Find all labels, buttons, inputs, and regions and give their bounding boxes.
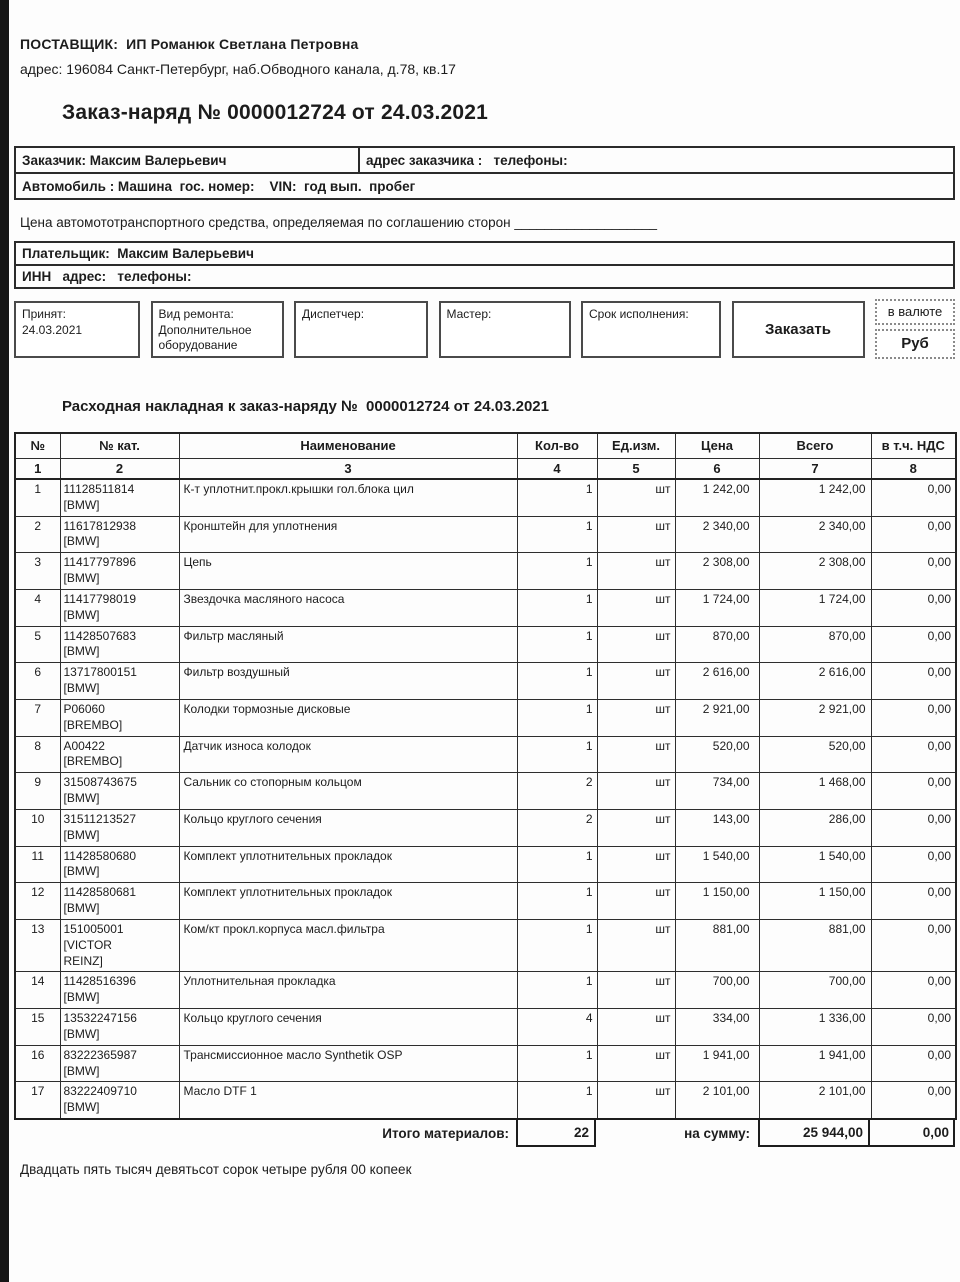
payer-table [14,241,955,289]
item-name-cell: Уплотнительная прокладка [179,972,517,1009]
price-cell: 700,00 [675,972,759,1009]
item-name-cell: Трансмиссионное масло Synthetik OSP [179,1045,517,1082]
table-row [15,1045,956,1082]
unit-cell: шт [597,773,675,810]
vehicle-cell: Автомобиль : Машина гос. номер: VIN: год вып. пробег [22,179,416,194]
item-name-cell: Фильтр масляный [179,626,517,663]
price-cell: 881,00 [675,919,759,971]
item-name-cell: Комплект уплотнительных прокладок [179,883,517,920]
vat-cell: 0,00 [871,479,956,516]
unit-cell: шт [597,972,675,1009]
vat-cell: 0,00 [871,736,956,773]
catalog-number-cell: 11428580681 [BMW] [60,883,179,920]
col-header-qty: Кол-во [517,433,597,458]
col-num-1: 1 [15,458,60,479]
payer-name-cell: Плательщик: Максим Валерьевич [22,246,254,261]
row-number-cell: 5 [15,626,60,663]
row-number-cell: 17 [15,1082,60,1119]
table-row [15,972,956,1009]
catalog-number-cell: 11128511814 [BMW] [60,479,179,516]
col-header-name: Наименование [179,433,517,458]
row-number-cell: 2 [15,516,60,553]
total-cell: 881,00 [759,919,871,971]
unit-cell: шт [597,553,675,590]
currency-label-box: в валюте [875,299,955,325]
unit-cell: шт [597,1009,675,1046]
total-cell: 1 724,00 [759,589,871,626]
total-cell: 700,00 [759,972,871,1009]
col-num-3: 3 [179,458,517,479]
supplier-name: ИП Романюк Светлана Петровна [126,36,359,52]
column-numbers-row [15,458,956,479]
table-row [15,773,956,810]
col-num-6: 6 [675,458,759,479]
catalog-number-cell: 11617812938 [BMW] [60,516,179,553]
supplier-block [20,36,955,77]
invoice-heading: Расходная накладная к заказ-наряду № 0000012724 от 24.03.2021 [62,398,549,415]
col-header-total: Всего [759,433,871,458]
item-name-cell: Датчик износа колодок [179,736,517,773]
row-number-cell: 7 [15,699,60,736]
accepted-value: 24.03.2021 [22,322,83,337]
qty-cell: 1 [517,516,597,553]
row-number-cell: 16 [15,1045,60,1082]
vat-cell: 0,00 [871,516,956,553]
item-name-cell: Фильтр воздушный [179,663,517,700]
vat-cell: 0,00 [871,699,956,736]
price-cell: 870,00 [675,626,759,663]
row-number-cell: 8 [15,736,60,773]
row-number-cell: 3 [15,553,60,590]
repair-type-value: Дополнительное оборудование [158,322,255,353]
item-name-cell: К-т уплотнит.прокл.крышки гол.блока цил [179,479,517,516]
price-cell: 2 616,00 [675,663,759,700]
repair-type-label: Вид ремонта: [158,307,234,321]
totals-label: Итого материалов: [382,1125,509,1141]
col-header-vat: в т.ч. НДС [871,433,956,458]
price-cell: 520,00 [675,736,759,773]
due-date-label: Срок исполнения: [589,307,689,321]
unit-cell: шт [597,809,675,846]
table-row [15,699,956,736]
catalog-number-cell: A00422 [BREMBO] [60,736,179,773]
total-cell: 1 150,00 [759,883,871,920]
supplier-label: ПОСТАВЩИК: [20,36,119,52]
unit-cell: шт [597,883,675,920]
table-row [15,663,956,700]
total-cell: 1 336,00 [759,1009,871,1046]
unit-cell: шт [597,1045,675,1082]
table-row [15,553,956,590]
col-num-5: 5 [597,458,675,479]
item-name-cell: Цепь [179,553,517,590]
total-cell: 870,00 [759,626,871,663]
vat-cell: 0,00 [871,809,956,846]
parts-table [14,432,957,1120]
unit-cell: шт [597,699,675,736]
price-agreement-line: Цена автомототранспортного средства, определяемая по соглашению сторон ___________________ [20,215,658,230]
qty-cell: 1 [517,699,597,736]
qty-cell: 1 [517,1045,597,1082]
qty-cell: 1 [517,883,597,920]
parts-table-body [15,479,956,1119]
item-name-cell: Кронштейн для уплотнения [179,516,517,553]
unit-cell: шт [597,736,675,773]
total-cell: 2 101,00 [759,1082,871,1119]
item-name-cell: Колодки тормозные дисковые [179,699,517,736]
unit-cell: шт [597,589,675,626]
row-number-cell: 11 [15,846,60,883]
qty-cell: 1 [517,663,597,700]
qty-cell: 1 [517,626,597,663]
col-num-4: 4 [517,458,597,479]
price-cell: 2 308,00 [675,553,759,590]
row-number-cell: 15 [15,1009,60,1046]
total-cell: 2 340,00 [759,516,871,553]
table-row [15,809,956,846]
unit-cell: шт [597,663,675,700]
repair-type-box [151,301,284,358]
col-num-8: 8 [871,458,956,479]
qty-cell: 1 [517,479,597,516]
supplier-address: адрес: 196084 Санкт-Петербург, наб.Обводного канала, д.78, кв.17 [20,61,456,77]
row-number-cell: 13 [15,919,60,971]
catalog-number-cell: 31511213527 [BMW] [60,809,179,846]
catalog-number-cell: 13717800151 [BMW] [60,663,179,700]
catalog-number-cell: 151005001 [VICTOR REINZ] [60,919,179,971]
vat-cell: 0,00 [871,626,956,663]
accepted-label: Принят: [22,307,66,321]
catalog-number-cell: 11428580680 [BMW] [60,846,179,883]
totals-sum: 25 944,00 [758,1120,870,1147]
col-header-number: № [15,433,60,458]
qty-cell: 2 [517,773,597,810]
table-row [15,516,956,553]
table-row [15,626,956,663]
price-cell: 2 101,00 [675,1082,759,1119]
row-number-cell: 9 [15,773,60,810]
qty-cell: 1 [517,846,597,883]
item-name-cell: Масло DTF 1 [179,1082,517,1119]
qty-cell: 1 [517,972,597,1009]
table-row [15,479,956,516]
catalog-number-cell: 11428507683 [BMW] [60,626,179,663]
total-cell: 1 941,00 [759,1045,871,1082]
item-name-cell: Комплект уплотнительных прокладок [179,846,517,883]
col-num-2: 2 [60,458,179,479]
qty-cell: 1 [517,919,597,971]
catalog-number-cell: 83222365987 [BMW] [60,1045,179,1082]
item-name-cell: Ком/кт прокл.корпуса масл.фильтра [179,919,517,971]
vat-cell: 0,00 [871,553,956,590]
row-number-cell: 1 [15,479,60,516]
row-number-cell: 6 [15,663,60,700]
total-cell: 520,00 [759,736,871,773]
total-cell: 2 921,00 [759,699,871,736]
catalog-number-cell: P06060 [BREMBO] [60,699,179,736]
accepted-box [14,301,140,358]
order-button: Заказать [732,301,865,358]
table-row [15,919,956,971]
totals-vat: 0,00 [870,1120,955,1147]
qty-cell: 4 [517,1009,597,1046]
catalog-number-cell: 31508743675 [BMW] [60,773,179,810]
due-date-box [581,301,721,358]
dispatcher-label: Диспетчер: [302,307,365,321]
master-label: Мастер: [446,307,492,321]
vat-cell: 0,00 [871,972,956,1009]
row-number-cell: 14 [15,972,60,1009]
customer-name-cell: Заказчик: Максим Валерьевич [16,148,360,172]
table-row [15,883,956,920]
viewer-edge-bar [0,0,9,1282]
table-row [15,1082,956,1119]
table-row [15,1009,956,1046]
unit-cell: шт [597,1082,675,1119]
qty-cell: 1 [517,1082,597,1119]
row-number-cell: 12 [15,883,60,920]
vat-cell: 0,00 [871,1009,956,1046]
total-cell: 1 242,00 [759,479,871,516]
currency-column [875,299,955,359]
currency-value-box: Руб [875,329,955,359]
order-title: Заказ-наряд № 0000012724 от 24.03.2021 [62,101,489,124]
item-name-cell: Сальник со стопорным кольцом [179,773,517,810]
vat-cell: 0,00 [871,919,956,971]
vat-cell: 0,00 [871,589,956,626]
price-cell: 734,00 [675,773,759,810]
catalog-number-cell: 11417798019 [BMW] [60,589,179,626]
customer-address-cell: адрес заказчика : телефоны: [366,153,568,168]
price-cell: 1 941,00 [675,1045,759,1082]
price-cell: 334,00 [675,1009,759,1046]
price-cell: 1 540,00 [675,846,759,883]
price-cell: 2 340,00 [675,516,759,553]
col-header-unit: Ед.изм. [597,433,675,458]
vat-cell: 0,00 [871,883,956,920]
qty-cell: 1 [517,589,597,626]
catalog-number-cell: 83222409710 [BMW] [60,1082,179,1119]
amount-in-words: Двадцать пять тысяч девятьсот сорок четыре рубля 00 копеек [20,1161,412,1177]
master-box [439,301,571,358]
totals-qty: 22 [516,1120,596,1147]
price-cell: 1 150,00 [675,883,759,920]
price-cell: 1 242,00 [675,479,759,516]
unit-cell: шт [597,626,675,663]
qty-cell: 2 [517,809,597,846]
table-row [15,846,956,883]
catalog-number-cell: 13532247156 [BMW] [60,1009,179,1046]
total-cell: 2 616,00 [759,663,871,700]
unit-cell: шт [597,919,675,971]
table-row [15,736,956,773]
total-cell: 1 540,00 [759,846,871,883]
item-name-cell: Кольцо круглого сечения [179,1009,517,1046]
unit-cell: шт [597,846,675,883]
unit-cell: шт [597,479,675,516]
order-info-row [14,301,955,359]
qty-cell: 1 [517,553,597,590]
vat-cell: 0,00 [871,773,956,810]
col-num-7: 7 [759,458,871,479]
unit-cell: шт [597,516,675,553]
total-cell: 2 308,00 [759,553,871,590]
total-cell: 286,00 [759,809,871,846]
row-number-cell: 4 [15,589,60,626]
price-cell: 1 724,00 [675,589,759,626]
qty-cell: 1 [517,736,597,773]
totals-sum-label: на сумму: [684,1125,750,1141]
price-cell: 143,00 [675,809,759,846]
item-name-cell: Звездочка масляного насоса [179,589,517,626]
vat-cell: 0,00 [871,663,956,700]
catalog-number-cell: 11417797896 [BMW] [60,553,179,590]
col-header-price: Цена [675,433,759,458]
vat-cell: 0,00 [871,846,956,883]
dispatcher-box [294,301,428,358]
vat-cell: 0,00 [871,1045,956,1082]
payer-details-cell: ИНН адрес: телефоны: [22,269,192,284]
vat-cell: 0,00 [871,1082,956,1119]
catalog-number-cell: 11428516396 [BMW] [60,972,179,1009]
customer-table [14,146,955,200]
row-number-cell: 10 [15,809,60,846]
item-name-cell: Кольцо круглого сечения [179,809,517,846]
table-row [15,589,956,626]
total-cell: 1 468,00 [759,773,871,810]
col-header-catalog: № кат. [60,433,179,458]
totals-row [14,1120,955,1147]
price-cell: 2 921,00 [675,699,759,736]
